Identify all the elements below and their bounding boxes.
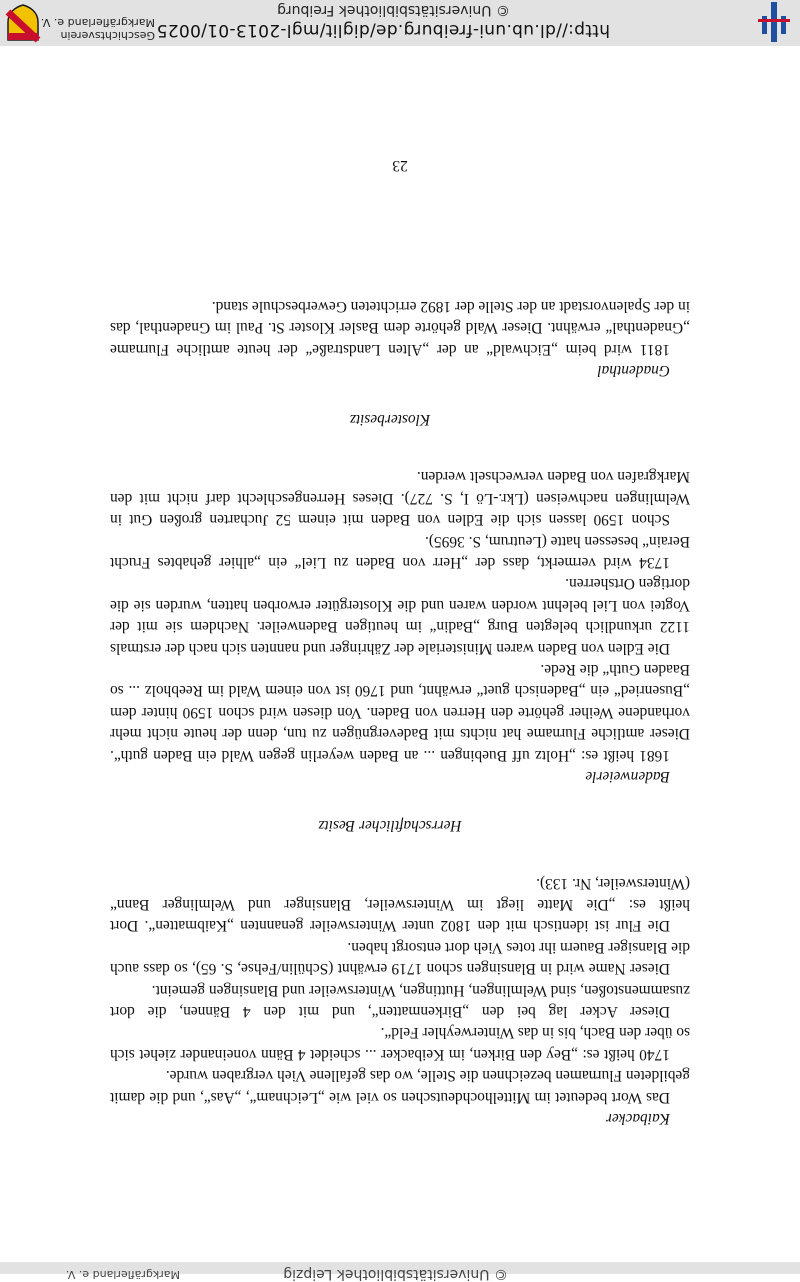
document-url-link[interactable]: http://dl.ub.uni-freiburg.de/diglit/mgl-2013-01/0025 (156, 20, 610, 40)
paragraph: Die Flur ist identisch mit den 1802 unter Wintersweiler genannten „Kaibmatten“. Dort heißt es: „Die Matte liegt im Wintersweiler, Blansinger und Welmlinger Bann“ (Wintersweiler, Nr. 133). (110, 874, 690, 935)
paragraph: 1811 wird beim „Eichwald“ an der „Alten Landstraße“ der heute amtliche Flurname „Gnadenthal“ erwähnt. Dieser Wald gehörte dem Basler Kloster St. Paul im Gnadenthal, das in der Spalenvorstadt an der Stelle der 1892 errichteten Gewerbeschule stand. (110, 297, 690, 358)
society-name-line1: Geschichtsverein (60, 29, 155, 42)
university-library-logo-icon (754, 2, 794, 42)
entry-heading-kaibacker: Kaibacker (605, 1110, 670, 1127)
society-name (41, 16, 155, 42)
viewer-header-strip (0, 1262, 800, 1282)
entry-heading-gnadenthal: Gnadenthal (597, 362, 670, 380)
entry-heading-badenweierle: Badenweierle (585, 768, 670, 786)
society-name-line2: Markgräflerland e. V. (40, 16, 155, 29)
paragraph: 1734 wird vermerkt, dass der „Herr von Baden zu Liel“ ein „alhier gehabtes Frucht Berain“ besessen hatte (Leutrum, S. 3695). (110, 532, 690, 572)
page-text (110, 295, 690, 1129)
paragraph: 1740 heißt es: „Bey den Birken, im Keibacker ... scheidet 4 Bänn voneinander ziehet sich so über den Bach, bis in das Winterweyhler Feld“. (110, 1024, 690, 1063)
header-credit: © Universitätsbibliothek Leipzig (283, 1266, 508, 1282)
viewer-footer-bar (0, 0, 800, 46)
section-heading-klosterbesitz: Klosterbesitz (349, 411, 431, 429)
paragraph: Dieser Acker lag bei den „Birkenmatten“, und mit den 4 Bännen, die dort zusammenstoßen, sind Welmlingen, Huttingen, Wintersweiler und Blansingen gemeint. (110, 981, 690, 1020)
paragraph: 1681 heißt es: „Holtz uff Buebingen ... an Baden weyerlin gegen Wald ein Baden guth“. Dieser amtliche Flurname hat nichts mit Badevergnügen zu tun, denn der heute nicht mehr vorhandene Weiher gehörte den Herren von Baden. Von diesen wird schon 1590 hinter dem „Busenried“ ein „Badenisch guet“ erwähnt, und 1760 ist von einem Wald im Reebholz ... so Baaden Guth“ die Rede. (110, 661, 690, 764)
header-society: Markgräflerland e. V. (65, 1268, 180, 1281)
page-number: 23 (392, 157, 408, 174)
paragraph: Die Edlen von Baden waren Ministeriale der Zähringer und nannten sich nach der erstmals 1122 urkundlich belegten Burg „Badin“ im heutigen Badenweiler. Nachdem sie mit der Vogtei von Liel belehnt worden waren und die Klostergüter erworben hatten, wurden sie die dortigen Ortsherren. (110, 575, 690, 657)
library-credit: © Universitätsbibliothek Freiburg (277, 2, 510, 18)
paragraph: Das Wort bedeutet im Mittelhochdeutschen so viel wie „Leichnam“, „Aas“, und die damit gebildeten Flurnamen bezeichnen die Stelle, wo das gefallene Vieh vergraben wurde. (110, 1067, 690, 1106)
section-heading-herrschaftlicher-besitz: Herrschaftlicher Besitz (318, 817, 462, 835)
coat-of-arms-icon (6, 4, 40, 42)
paragraph: Dieser Name wird in Blansingen schon 1719 erwähnt (Schülin/Fehse, S. 65), so dass auch die Blansiger Bauern ihr totes Vieh dort entsorgt haben. (110, 938, 690, 978)
paragraph: Schon 1590 lassen sich die Edlen von Baden mit einem 52 Jucharten großen Gut in Welmlingen nachweisen (Lkr.-Lö I, S. 727). Dieses Herrengeschlecht darf nicht mit den Markgrafen von Baden verwechselt werden. (110, 468, 690, 529)
